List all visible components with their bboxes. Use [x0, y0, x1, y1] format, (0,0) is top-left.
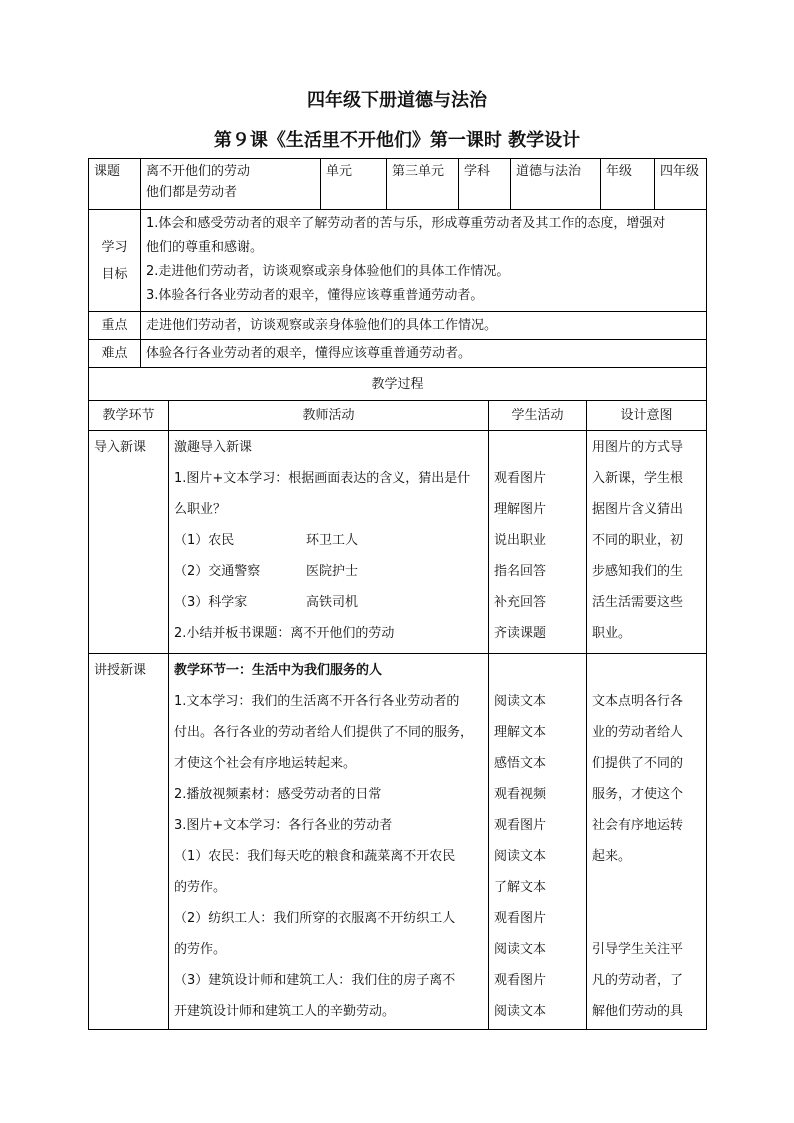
- teacher-line: 激趣导入新课: [174, 440, 253, 455]
- student-line: 阅读文本: [494, 1004, 547, 1019]
- goals-content: [141, 210, 707, 312]
- design-line: 凡的劳动者，了: [592, 973, 684, 988]
- teacher-line: 么职业？: [174, 502, 227, 517]
- student-line: 观看图片: [494, 471, 547, 486]
- teaching-process-table: [88, 367, 707, 1030]
- teacher-line: 的劳作。: [174, 880, 227, 895]
- teacher-line: 1.图片+文本学习：根据画面表达的含义，猜出是什: [174, 471, 471, 486]
- student-line: 了解文本: [494, 880, 547, 895]
- teaching-section-heading: 教学环节一：生活中为我们服务的人: [174, 663, 383, 678]
- student-line: 补充回答: [494, 595, 547, 610]
- lecture-student-activity: [489, 654, 587, 1030]
- goal-line: 他们的尊重和感谢。: [146, 240, 264, 255]
- subject-label: 学科: [459, 159, 511, 210]
- intro-teacher-activity: [169, 431, 489, 654]
- teacher-line: （3）建筑设计师和建筑工人：我们住的房子离不: [174, 973, 456, 988]
- document-subtitle: 第９课《生活里不开他们》第一课时 教学设计: [213, 130, 581, 151]
- difficulty-label: 难点: [89, 340, 141, 368]
- student-line: 阅读文本: [494, 942, 547, 957]
- student-line: 观看图片: [494, 911, 547, 926]
- column-header-teacher: 教师活动: [169, 401, 489, 431]
- design-line: 用图片的方式导: [592, 440, 684, 455]
- design-line: 活生活需要这些: [592, 595, 684, 610]
- key-point-value: 走进他们劳动者，访谈观察或亲身体验他们的具体工作情况。: [141, 312, 707, 340]
- design-line: 入新课，学生根: [592, 471, 684, 486]
- teacher-line: 2.小结并板书课题：离不开他们的劳动: [174, 626, 395, 641]
- intro-student-activity: [489, 431, 587, 654]
- intro-design-intent: [587, 431, 707, 654]
- teacher-line: 的劳作。: [174, 942, 227, 957]
- design-line: 职业。: [592, 626, 632, 641]
- teacher-line: 付出。各行各业的劳动者给人们提供了不同的服务，: [174, 725, 474, 740]
- student-line: 观看图片: [494, 973, 547, 988]
- student-line: 理解文本: [494, 725, 547, 740]
- student-line: 感悟文本: [494, 756, 547, 771]
- teacher-line: 才使这个社会有序地运转起来。: [174, 756, 357, 771]
- teacher-line: （1）农民：我们每天吃的粮食和蔬菜离不开农民: [174, 849, 456, 864]
- unit-label: 单元: [321, 159, 387, 210]
- design-line: 不同的职业，初: [592, 533, 684, 548]
- unit-value: 第三单元: [387, 159, 459, 210]
- column-header-stage: 教学环节: [89, 401, 169, 431]
- student-line: 阅读文本: [494, 694, 547, 709]
- goal-line: 1.体会和感受劳动者的艰辛了解劳动者的苦与乐，形成尊重劳动者及其工作的态度，增强对: [146, 216, 666, 231]
- subject-value: 道德与法治: [511, 159, 601, 210]
- design-line: 解他们劳动的具: [592, 1004, 684, 1019]
- design-line: 据图片含义猜出: [592, 502, 684, 517]
- design-line: 起来。: [592, 849, 632, 864]
- teacher-line: （1）农民 环卫工人: [174, 533, 359, 548]
- grade-label: 年级: [601, 159, 655, 210]
- design-line: 服务，才使这个: [592, 787, 684, 802]
- student-line: 阅读文本: [494, 849, 547, 864]
- teacher-line: （3）科学家 高铁司机: [174, 595, 359, 610]
- topic-line: 他们都是劳动者: [146, 185, 238, 200]
- document-title: 四年级下册道德与法治: [307, 90, 487, 111]
- lecture-stage: 讲授新课: [89, 654, 169, 1030]
- lecture-design-intent: [587, 654, 707, 1030]
- process-heading: 教学过程: [89, 368, 707, 401]
- student-line: 指名回答: [494, 564, 547, 579]
- student-line: 观看视频: [494, 787, 547, 802]
- design-line: 步感知我们的生: [592, 564, 684, 579]
- design-line: 社会有序地运转: [592, 818, 684, 833]
- design-line: 业的劳动者给人: [592, 725, 684, 740]
- design-line: 们提供了不同的: [592, 756, 684, 771]
- teacher-line: （2）交通警察 医院护士: [174, 564, 359, 579]
- goal-line: 3.体验各行各业劳动者的艰辛，懂得应该尊重普通劳动者。: [146, 288, 484, 303]
- lecture-teacher-activity: [169, 654, 489, 1030]
- teacher-line: （2）纺织工人：我们所穿的衣服离不开纺织工人: [174, 911, 456, 926]
- topic-label: 课题: [89, 159, 141, 210]
- difficulty-value: 体验各行各业劳动者的艰辛，懂得应该尊重普通劳动者。: [141, 340, 707, 368]
- grade-value: 四年级: [655, 159, 707, 210]
- student-line: 理解图片: [494, 502, 547, 517]
- design-line: 文本点明各行各: [592, 694, 684, 709]
- student-line: 说出职业: [494, 533, 547, 548]
- goals-label: 学习 目标: [89, 210, 141, 312]
- teacher-line: 1.文本学习：我们的生活离不开各行各业劳动者的: [174, 694, 460, 709]
- teacher-line: 开建筑设计师和建筑工人的辛勤劳动。: [174, 1004, 396, 1019]
- topic-value: [141, 159, 321, 210]
- key-point-label: 重点: [89, 312, 141, 340]
- teacher-line: 3.图片+文本学习：各行各业的劳动者: [174, 818, 393, 833]
- teacher-line: 2.播放视频素材：感受劳动者的日常: [174, 787, 382, 802]
- student-line: 观看图片: [494, 818, 547, 833]
- lesson-info-table: [88, 158, 707, 368]
- column-header-student: 学生活动: [489, 401, 587, 431]
- design-line: 引导学生关注平: [592, 942, 684, 957]
- topic-line: 离不开他们的劳动: [146, 164, 251, 179]
- student-line: 齐读课题: [494, 626, 547, 641]
- column-header-design: 设计意图: [587, 401, 707, 431]
- goal-line: 2.走进他们劳动者，访谈观察或亲身体验他们的具体工作情况。: [146, 264, 510, 279]
- intro-stage: 导入新课: [89, 431, 169, 654]
